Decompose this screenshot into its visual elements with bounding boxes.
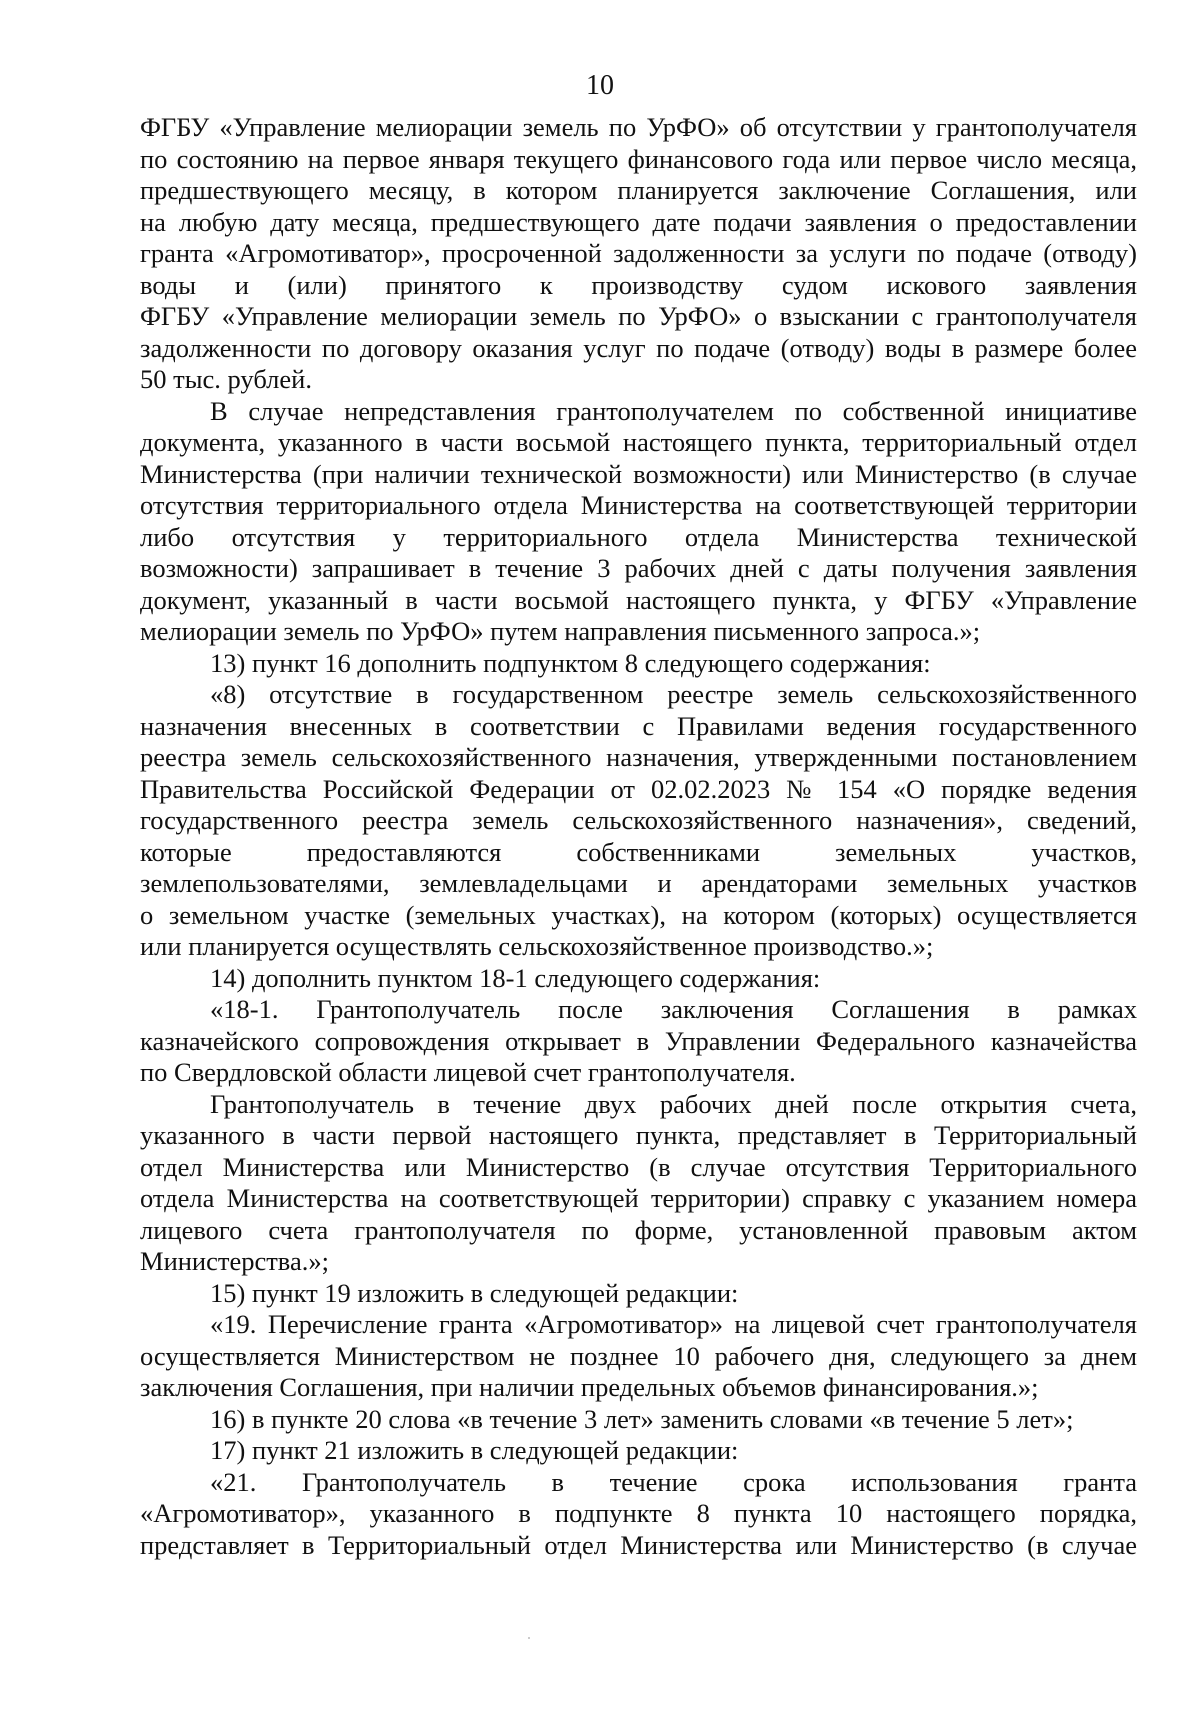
text-line: «Агромотиватор», указанного в подпункте 8 пункта 10 настоящего порядка, bbox=[140, 1498, 1137, 1528]
text-line: либо отсутствия у территориального отдела Министерства технической bbox=[140, 521, 1137, 552]
text-line: 15) пункт 19 изложить в следующей редакции: bbox=[210, 1277, 739, 1308]
text-line: на любую дату месяца, предшествующего дате подачи заявления о предоставлении bbox=[140, 206, 1137, 237]
text-line: представляет в Территориальный отдел Министерства или Министерство (в случае bbox=[140, 1529, 1137, 1560]
paragraph-4 bbox=[140, 679, 1137, 963]
paragraph-10 bbox=[140, 1404, 1137, 1436]
document-body bbox=[140, 112, 1137, 1561]
text-line: реестра земель сельскохозяйственного назначения, утвержденными постановлением bbox=[140, 742, 1137, 772]
paragraph-12 bbox=[140, 1467, 1137, 1562]
text-line: документ, указанный в части восьмой настоящего пункта, у ФГБУ «Управление bbox=[140, 584, 1137, 615]
paragraph-8 bbox=[140, 1278, 1137, 1310]
text-line: гранта «Агромотиватор», просроченной задолженности за услуги по подаче (отводу) bbox=[140, 238, 1137, 268]
scan-artifact-dot bbox=[528, 1637, 530, 1639]
text-line: по Свердловской области лицевой счет грантополучателя. bbox=[140, 1057, 796, 1087]
paragraph-3 bbox=[140, 648, 1137, 680]
text-line: 50 тыс. рублей. bbox=[140, 364, 312, 394]
text-line: возможности) запрашивает в течение 3 рабочих дней с даты получения заявления bbox=[140, 553, 1137, 583]
text-line: назначения внесенных в соответствии с Правилами ведения государственного bbox=[140, 710, 1137, 741]
text-line: отдела Министерства на соответствующей территории) справку с указанием номера bbox=[140, 1183, 1137, 1213]
text-line: 13) пункт 16 дополнить подпунктом 8 следующего содержания: bbox=[210, 647, 931, 678]
text-line: землепользователями, землевладельцами и арендаторами земельных участков bbox=[140, 868, 1137, 898]
text-line: указанного в части первой настоящего пункта, представляет в Территориальный bbox=[140, 1120, 1137, 1150]
text-line: которые предоставляются собственниками земельных участков, bbox=[140, 836, 1137, 867]
text-line: государственного реестра земель сельскохозяйственного назначения», сведений, bbox=[140, 805, 1137, 835]
paragraph-5 bbox=[140, 963, 1137, 995]
text-line: казначейского сопровождения открывает в Управлении Федерального казначейства bbox=[140, 1025, 1137, 1056]
text-line: лицевого счета грантополучателя по форме, установленной правовым актом bbox=[140, 1214, 1137, 1245]
text-line: документа, указанного в части восьмой настоящего пункта, территориальный отдел bbox=[140, 427, 1137, 457]
text-line: осуществляется Министерством не позднее 10 рабочего дня, следующего за днем bbox=[140, 1340, 1137, 1371]
text-line: о земельном участке (земельных участках), на котором (которых) осуществляется bbox=[140, 899, 1137, 930]
text-line: «8) отсутствие в государственном реестре земель сельскохозяйственного bbox=[210, 679, 1137, 709]
text-line: 16) в пункте 20 слова «в течение 3 лет» заменить словами «в течение 5 лет»; bbox=[210, 1403, 1074, 1434]
text-line: ФГБУ «Управление мелиорации земель по УрФО» о взыскании с грантополучателя bbox=[140, 301, 1137, 331]
paragraph-7 bbox=[140, 1089, 1137, 1278]
text-line: Министерства.»; bbox=[140, 1246, 329, 1276]
text-line: Грантополучатель в течение двух рабочих дней после открытия счета, bbox=[210, 1088, 1137, 1119]
paragraph-1 bbox=[140, 112, 1137, 396]
paragraph-11 bbox=[140, 1435, 1137, 1467]
text-line: по состоянию на первое января текущего финансового года или первое число месяца, bbox=[140, 143, 1137, 174]
text-line: В случае непредставления грантополучателем по собственной инициативе bbox=[210, 395, 1137, 426]
text-line: мелиорации земель по УрФО» путем направления письменного запроса.»; bbox=[140, 616, 981, 646]
text-line: Правительства Российской Федерации от 02.02.2023 № 154 «О порядке ведения bbox=[140, 773, 1137, 804]
text-line: 14) дополнить пунктом 18-1 следующего содержания: bbox=[210, 962, 821, 993]
text-line: 17) пункт 21 изложить в следующей редакции: bbox=[210, 1435, 739, 1465]
text-line: предшествующего месяцу, в котором планируется заключение Соглашения, или bbox=[140, 175, 1137, 205]
text-line: «18-1. Грантополучатель после заключения Соглашения в рамках bbox=[210, 994, 1137, 1024]
text-line: отсутствия территориального отдела Министерства на соответствующей территории bbox=[140, 490, 1137, 520]
page-number: 10 bbox=[586, 70, 614, 101]
text-line: «21. Грантополучатель в течение срока использования гранта bbox=[210, 1466, 1137, 1497]
text-line: Министерства (при наличии технической возможности) или Министерство (в случае bbox=[140, 458, 1137, 489]
text-line: «19. Перечисление гранта «Агромотиватор» на лицевой счет грантополучателя bbox=[210, 1309, 1137, 1339]
text-line: или планируется осуществлять сельскохозяйственное производство.»; bbox=[140, 931, 934, 961]
text-line: отдел Министерства или Министерство (в случае отсутствия Территориального bbox=[140, 1151, 1137, 1182]
text-line: задолженности по договору оказания услуг по подаче (отводу) воды в размере более bbox=[140, 332, 1137, 363]
text-line: заключения Соглашения, при наличии предельных объемов финансирования.»; bbox=[140, 1372, 1039, 1402]
paragraph-2 bbox=[140, 396, 1137, 648]
text-line: ФГБУ «Управление мелиорации земель по УрФО» об отсутствии у грантополучателя bbox=[140, 112, 1137, 142]
text-line: воды и (или) принятого к производству судом искового заявления bbox=[140, 269, 1137, 300]
paragraph-9 bbox=[140, 1309, 1137, 1404]
paragraph-6 bbox=[140, 994, 1137, 1089]
